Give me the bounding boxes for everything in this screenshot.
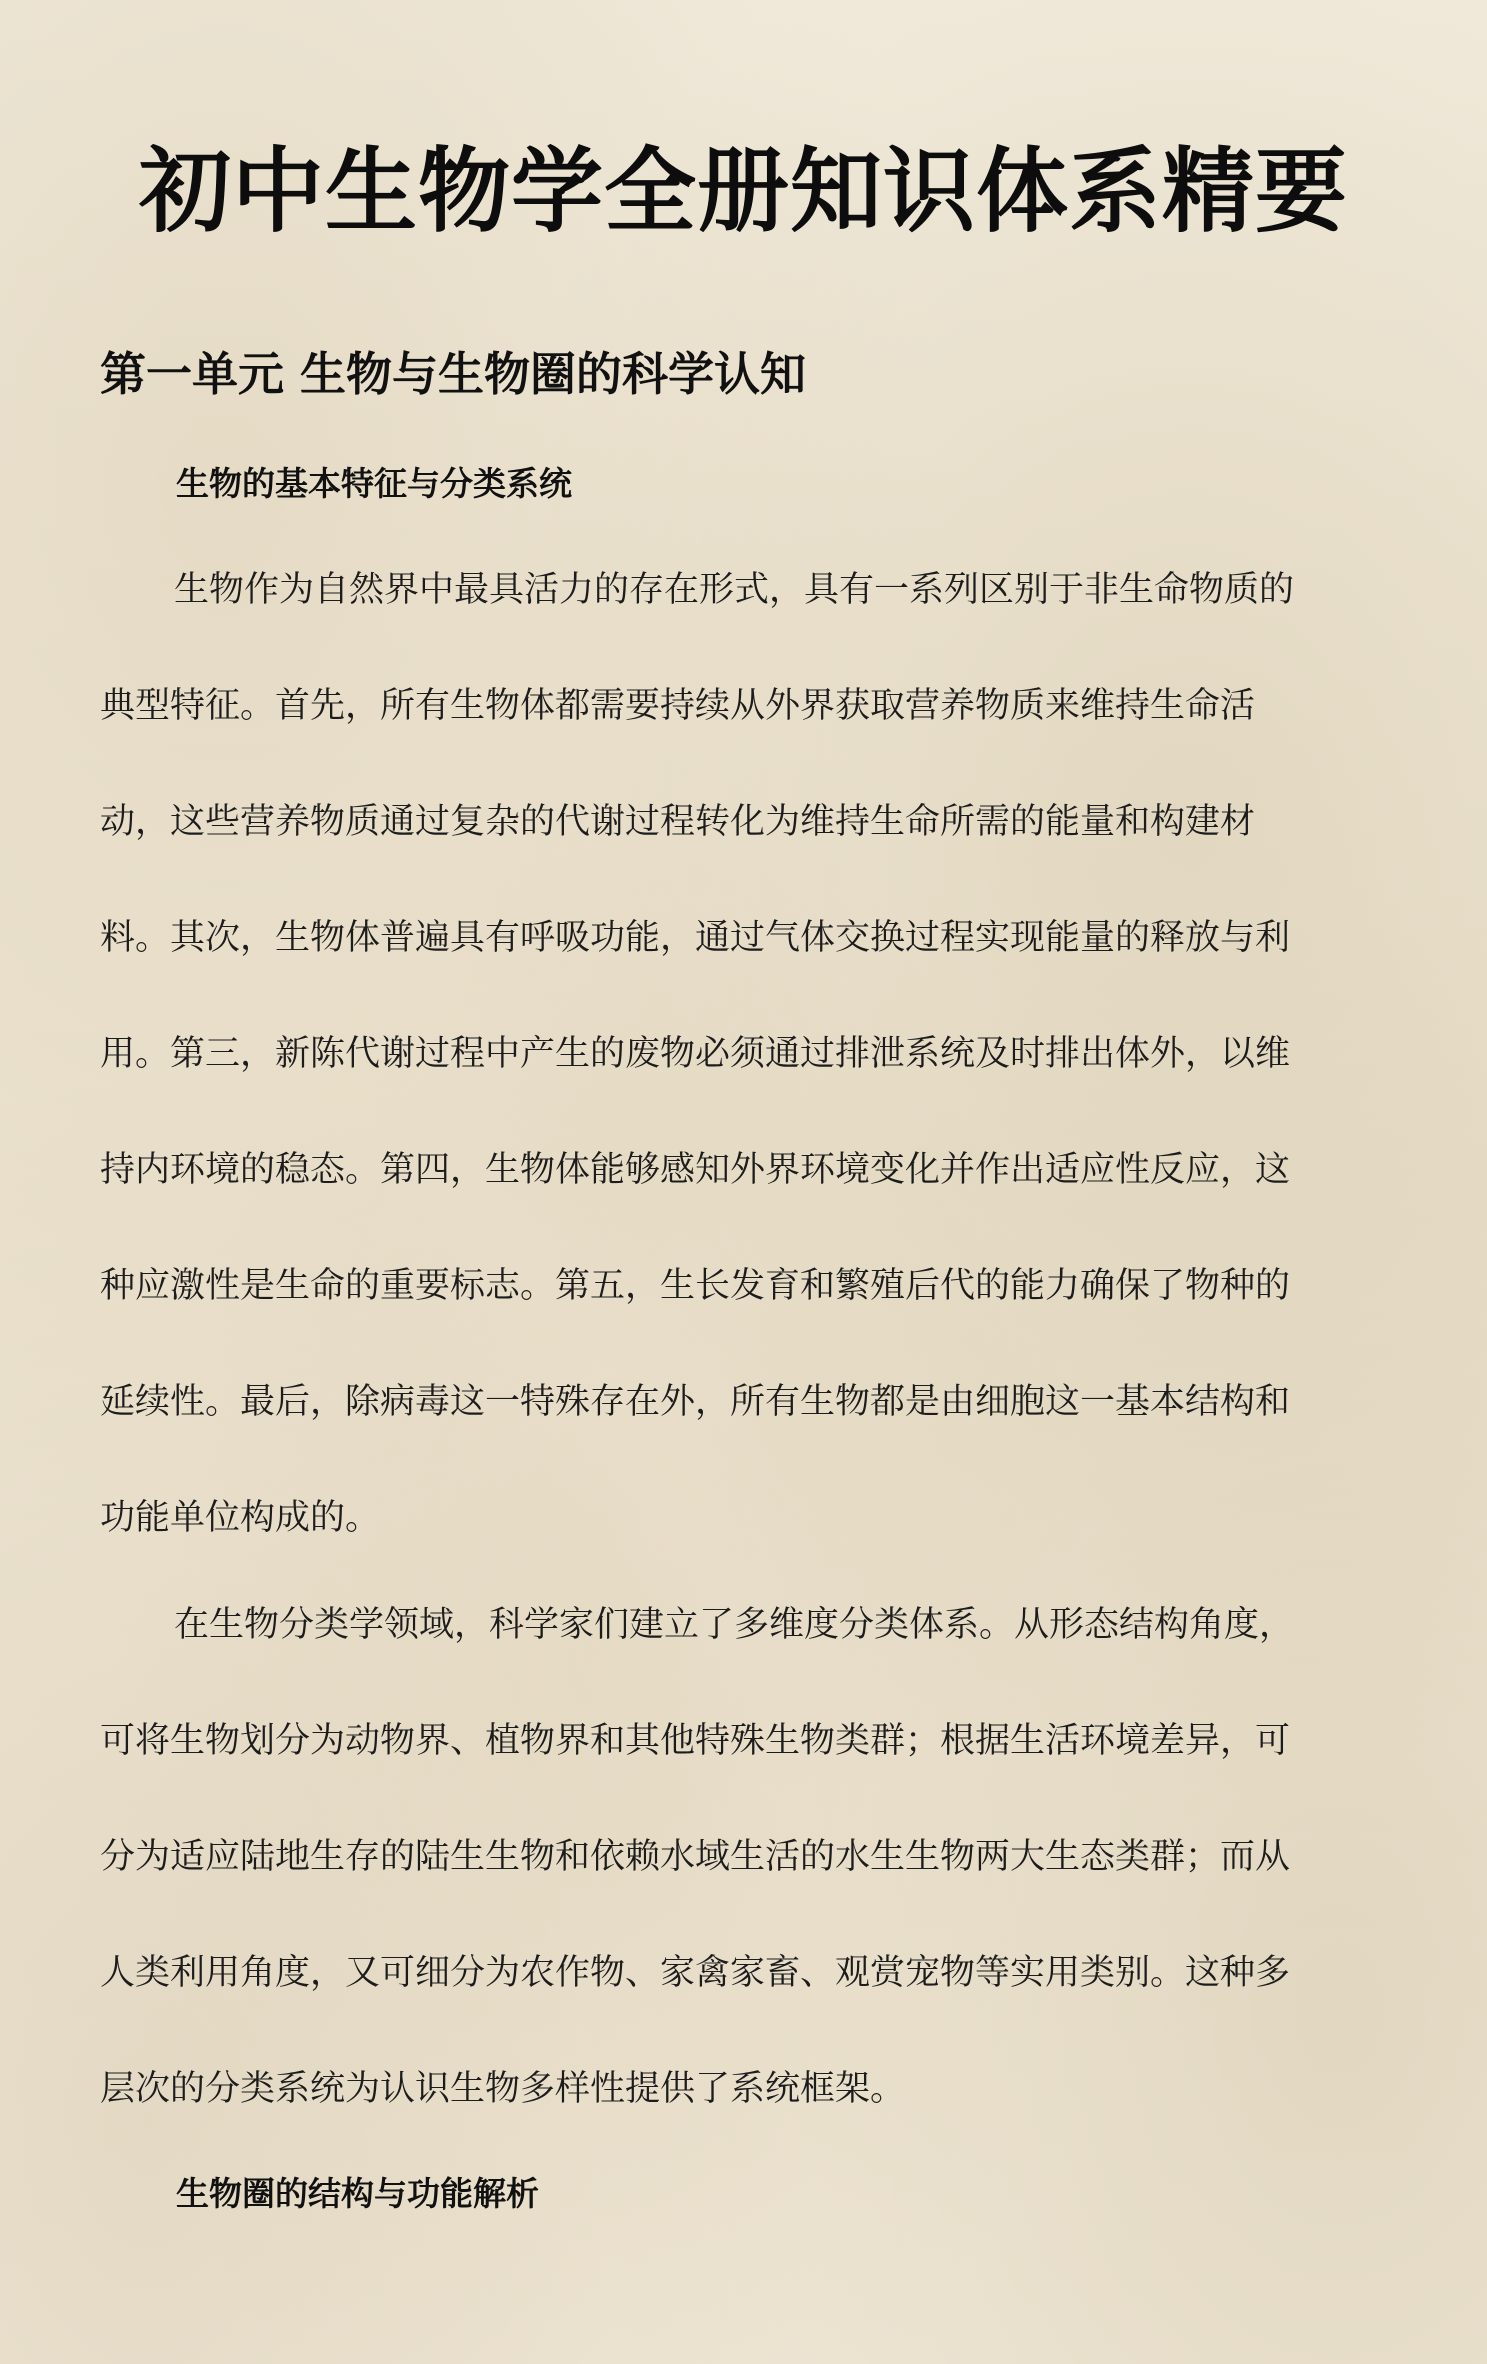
section-heading-2: 生物圈的结构与功能解析 [176,2174,539,2213]
paragraph-line: 生物作为自然界中最具活力的存在形式，具有一系列区别于非生命物质的 [174,570,1295,610]
document-title: 初中生物学全册知识体系精要 [138,138,1348,245]
paragraph-line: 料。其次，生物体普遍具有呼吸功能，通过气体交换过程实现能量的释放与利 [100,918,1291,958]
paragraph-line: 种应激性是生命的重要标志。第五，生长发育和繁殖后代的能力确保了物种的 [100,1266,1291,1306]
section-heading-1: 生物的基本特征与分类系统 [176,464,572,503]
paragraph-line: 持内环境的稳态。第四，生物体能够感知外界环境变化并作出适应性反应，这 [100,1150,1291,1190]
paragraph-line: 动，这些营养物质通过复杂的代谢过程转化为维持生命所需的能量和构建材 [100,802,1256,842]
unit-heading: 第一单元 生物与生物圈的科学认知 [100,347,807,401]
paragraph-line: 在生物分类学领域，科学家们建立了多维度分类体系。从形态结构角度， [174,1605,1295,1645]
paragraph-line: 用。第三，新陈代谢过程中产生的废物必须通过排泄系统及时排出体外，以维 [100,1034,1291,1074]
paragraph-1 [100,532,1365,1576]
paragraph-line: 可将生物划分为动物界、植物界和其他特殊生物类群；根据生活环境差异，可 [100,1721,1291,1761]
paragraph-line: 人类利用角度，又可细分为农作物、家禽家畜、观赏宠物等实用类别。这种多 [100,1953,1291,1993]
paragraph-line: 层次的分类系统为认识生物多样性提供了系统框架。 [100,2069,906,2109]
paragraph-line: 延续性。最后，除病毒这一特殊存在外，所有生物都是由细胞这一基本结构和 [100,1382,1291,1422]
paragraph-line: 功能单位构成的。 [100,1498,381,1538]
paragraph-line: 分为适应陆地生存的陆生生物和依赖水域生活的水生生物两大生态类群；而从 [100,1837,1291,1877]
paragraph-2 [100,1567,1365,2147]
paragraph-line: 典型特征。首先，所有生物体都需要持续从外界获取营养物质来维持生命活 [100,686,1256,726]
